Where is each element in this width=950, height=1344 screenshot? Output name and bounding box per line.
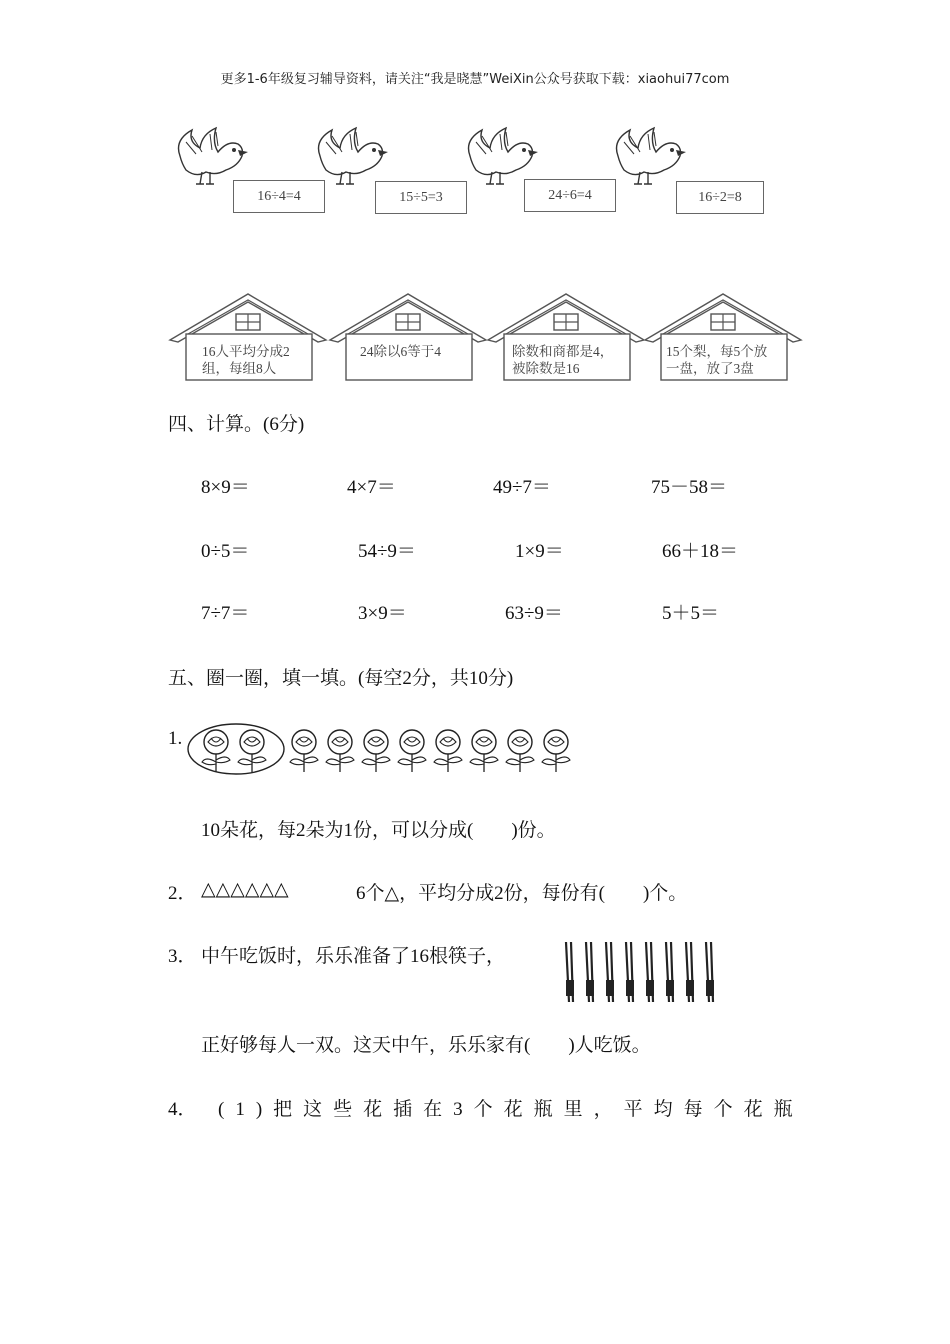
circle-group-icon — [188, 724, 284, 774]
question-number: 4． — [168, 1099, 197, 1120]
question-number: 3． — [168, 946, 197, 967]
question-text: 中午吃饭时，乐乐准备了16根筷子， — [201, 946, 506, 967]
flower-icon — [362, 730, 390, 772]
calc-problem: 3×9＝ — [358, 603, 407, 624]
question-text: 6个△，平均分成2份，每份有( )个。 — [356, 883, 688, 904]
house-text-line: 一盘，放了3盘 — [666, 361, 754, 376]
calc-problem: 63÷9＝ — [505, 603, 563, 624]
calc-problem: 1×9＝ — [515, 541, 564, 562]
question-text: 正好够每人一双。这天中午，乐乐家有( )人吃饭。 — [201, 1035, 651, 1056]
section-5-title: 五、圈一圈，填一填。(每空2分，共10分) — [168, 668, 514, 689]
bird-equation-box: 24÷6=4 — [524, 179, 616, 212]
chopsticks-icon — [562, 936, 722, 1006]
flower-icon — [470, 730, 498, 772]
house-text — [510, 343, 632, 377]
calc-problem: 75－58＝ — [651, 477, 728, 498]
question-text: 10朵花，每2朵为1份，可以分成( )份。 — [201, 820, 556, 841]
house-text-line: 15个梨，每5个放 — [666, 344, 768, 359]
flower-icon — [434, 730, 462, 772]
house-icon — [328, 292, 488, 382]
question-number: 2． — [168, 883, 197, 904]
calc-problem: 7÷7＝ — [201, 603, 250, 624]
flower-icon — [326, 730, 354, 772]
calc-problem: 54÷9＝ — [358, 541, 416, 562]
triangles-row: △△△△△△ — [201, 879, 289, 900]
flower-icon — [542, 730, 570, 772]
calc-problem: 8×9＝ — [201, 477, 250, 498]
bird-equation-box: 16÷2=8 — [676, 181, 764, 214]
flower-icon — [202, 730, 230, 772]
page-header: 更多1-6年级复习辅导资料，请关注“我是晓慧”WeiXin公众号获取下载：xiaohui77com — [220, 72, 730, 87]
bird-equation-box: 16÷4=4 — [233, 180, 325, 213]
house-text-line: 被除数是16 — [512, 361, 580, 376]
calc-problem: 66＋18＝ — [662, 541, 739, 562]
calc-problem: 5＋5＝ — [662, 603, 720, 624]
house-text-line: 16人平均分成2 — [202, 344, 290, 359]
flowers-row — [186, 722, 586, 778]
section-4-title: 四、计算。(6分) — [168, 414, 305, 435]
flower-icon — [290, 730, 318, 772]
house-text — [200, 343, 314, 377]
calc-problem: 4×7＝ — [347, 477, 396, 498]
house-text-line: 组，每组8人 — [202, 361, 277, 376]
question-text: (1)把这些花插在3个花瓶里，平均每个花瓶 — [218, 1099, 804, 1120]
calc-problem: 49÷7＝ — [493, 477, 551, 498]
house-text — [664, 343, 790, 377]
bird-equation-box: 15÷5=3 — [375, 181, 467, 214]
house-text — [358, 343, 472, 360]
flower-icon — [506, 730, 534, 772]
calc-problem: 0÷5＝ — [201, 541, 250, 562]
house-text-line: 24除以6等于4 — [360, 344, 441, 359]
question-number: 1. — [168, 728, 183, 749]
house-text-line: 除数和商都是4， — [512, 344, 614, 359]
flower-icon — [238, 730, 266, 772]
flower-icon — [398, 730, 426, 772]
